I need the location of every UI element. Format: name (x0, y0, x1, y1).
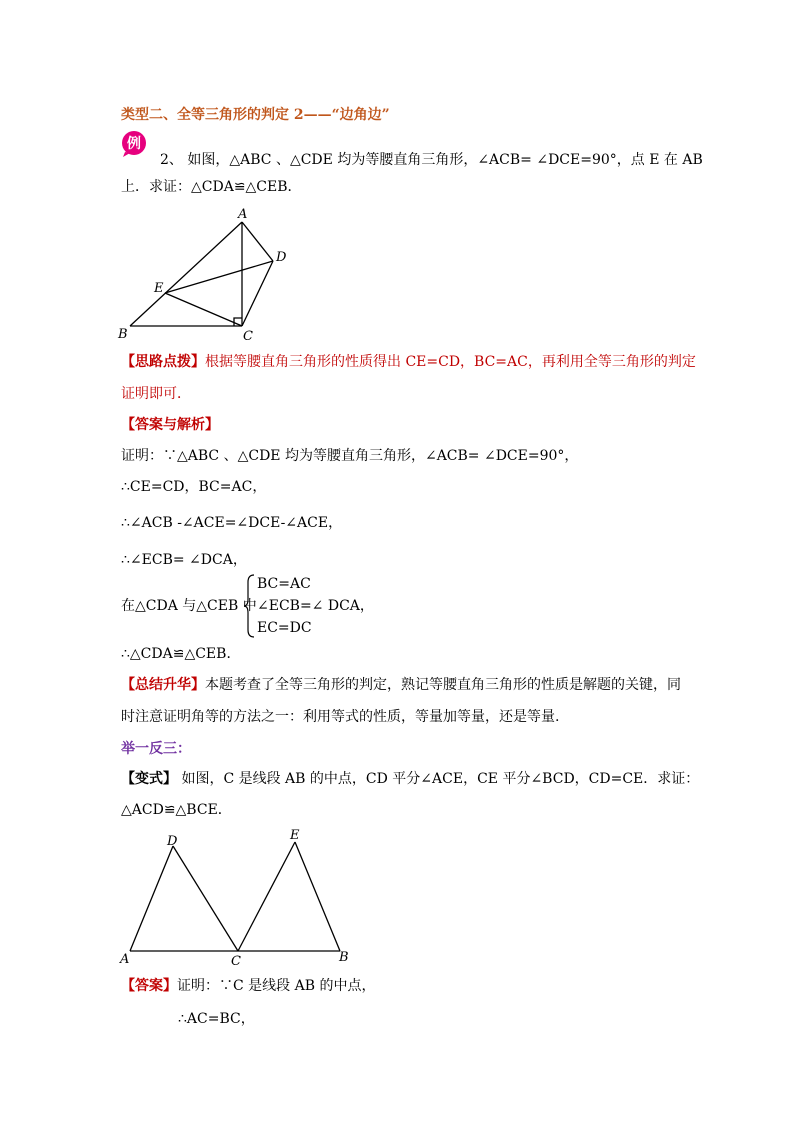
proof-line-3: ∴∠ACB -∠ACE=∠DCE-∠ACE， (121, 515, 343, 531)
section-title: 类型二、全等三角形的判定 2——“边角边” (121, 107, 390, 123)
badge-char: 例 (127, 136, 141, 152)
label-c: C (243, 329, 253, 344)
figure-triangles-abc-cde (110, 200, 310, 345)
edge-ad (242, 222, 273, 261)
edge-dc (173, 846, 238, 951)
edge-ce (238, 842, 295, 951)
proof-line-1: 证明：∵△ABC 、△CDE 均为等腰直角三角形，∠ACB= ∠DCE=90°， (121, 448, 579, 464)
system-brace-icon (244, 574, 256, 638)
hint-tag: 【思路点拨】 (121, 354, 205, 370)
variant-tag: 【变式】 (121, 771, 177, 787)
hint-line-2: 证明即可． (121, 386, 191, 402)
figure-two-triangles (110, 822, 360, 970)
problem-line-2: 上．求证：△CDA≌△CEB． (121, 179, 302, 195)
edge-ad (130, 846, 173, 951)
proof-conclusion: ∴△CDA≌△CEB． (121, 646, 241, 662)
answer2-line-2: ∴AC=BC， (178, 1011, 255, 1027)
practice-title: 举一反三： (121, 741, 191, 757)
label-a: A (238, 207, 248, 222)
label-d2: D (167, 834, 178, 849)
summary-line-1 (121, 676, 681, 694)
proof-line-2: ∴CE=CD，BC=AC， (121, 479, 267, 495)
summary-tag: 【总结升华】 (121, 677, 205, 693)
system-line-2: ∠ECB=∠ DCA， (257, 598, 374, 614)
label-e: E (154, 281, 164, 296)
system-line-3: EC=DC (257, 620, 312, 636)
variant-line-2: △ACD≌△BCE． (121, 802, 232, 818)
label-a2: A (120, 952, 130, 967)
edge-ab (130, 222, 242, 326)
label-e2: E (290, 828, 300, 843)
proof-line-5-prefix: 在△CDA 与△CEB 中 (121, 598, 257, 614)
summary-text-1: 本题考查了全等三角形的判定，熟记等腰直角三角形的性质是解题的关键，同 (205, 677, 681, 693)
variant-text-1: 如图，C 是线段 AB 的中点，CD 平分∠ACE，CE 平分∠BCD，CD=CE．求证： (177, 771, 700, 787)
answer2-line-1 (121, 977, 375, 995)
answer2-text-1: 证明：∵C 是线段 AB 的中点， (177, 978, 376, 994)
proof-line-4: ∴∠ECB= ∠DCA， (121, 552, 247, 568)
answer-analysis-tag: 【答案与解析】 (121, 417, 219, 433)
edge-ed (165, 261, 273, 293)
answer2-tag: 【答案】 (121, 978, 177, 994)
label-d: D (276, 250, 287, 265)
label-b: B (118, 327, 128, 342)
edge-eb (295, 842, 340, 951)
edge-dc (242, 261, 273, 326)
label-c2: C (231, 954, 241, 969)
hint-line-1 (121, 353, 696, 371)
hint-text-1: 根据等腰直角三角形的性质得出 CE=CD，BC=AC，再利用全等三角形的判定 (205, 354, 696, 370)
label-b2: B (339, 950, 349, 965)
system-line-1: BC=AC (257, 576, 311, 592)
summary-line-2: 时注意证明角等的方法之一：利用等式的性质，等量加等量，还是等量. (121, 709, 560, 725)
problem-line-1: 2、 如图，△ABC 、△CDE 均为等腰直角三角形，∠ACB= ∠DCE=90°，点 E 在 AB (160, 152, 703, 168)
edge-ec (165, 293, 242, 326)
example-badge-icon (121, 130, 149, 158)
variant-line-1 (121, 770, 699, 788)
